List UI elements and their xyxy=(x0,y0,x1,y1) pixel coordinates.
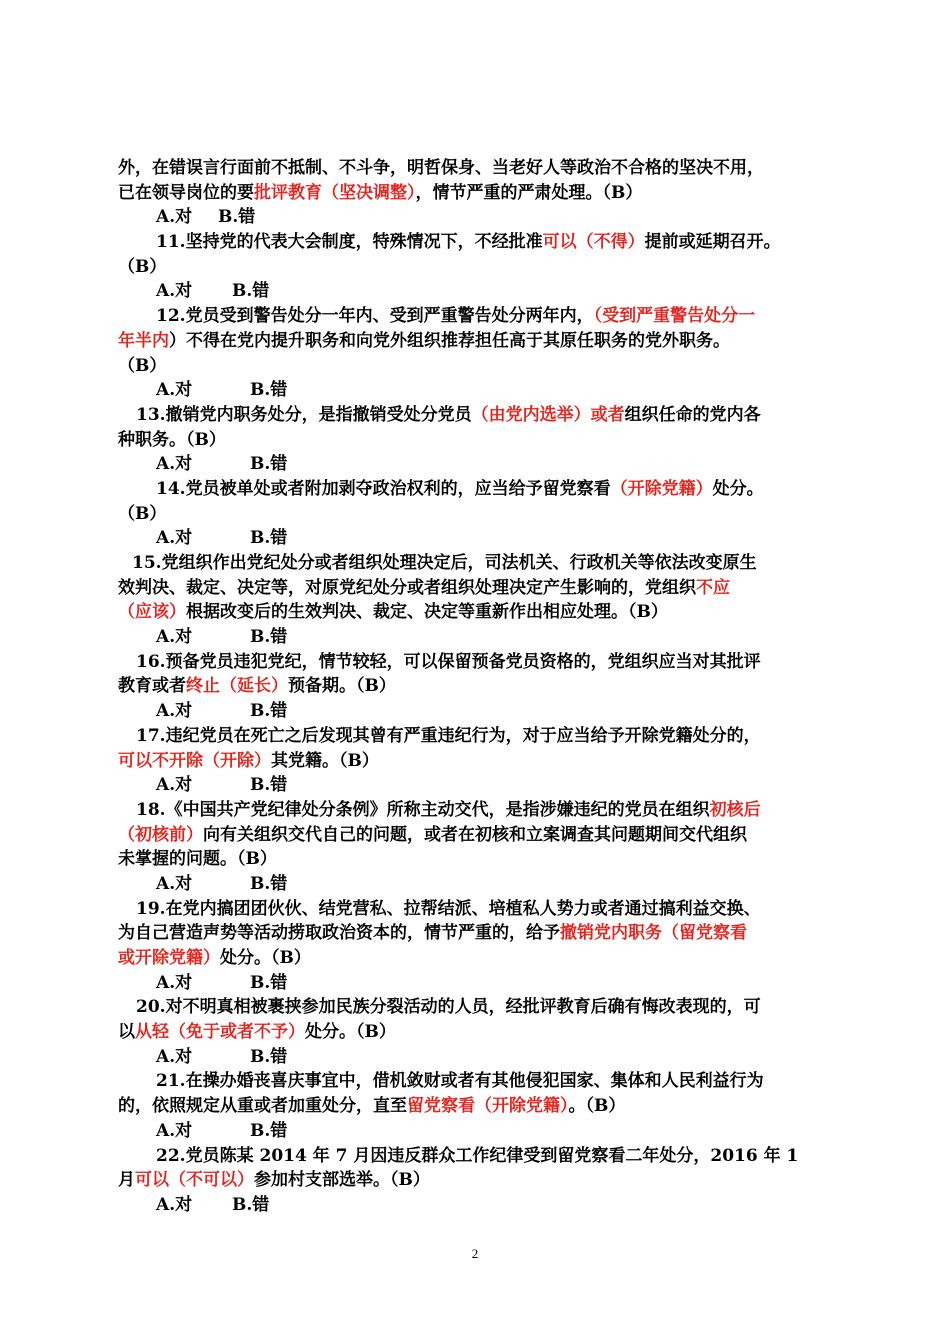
body-text: 的，依照规定从重或者加重处分，直至 xyxy=(118,1096,407,1117)
body-text: ，情节严重的严肃处理。（B） xyxy=(415,182,643,203)
option-b: B.错 xyxy=(218,207,256,228)
text-line xyxy=(118,724,838,749)
text-line xyxy=(118,230,838,255)
answer-options xyxy=(118,773,838,798)
text-line xyxy=(118,551,838,576)
body-text: 19.在党内搞团团伙伙、结党营私、拉帮结派、培植私人势力或者通过搞利益交换、 xyxy=(136,898,761,919)
text-line xyxy=(118,255,838,280)
body-text: 17.违纪党员在死亡之后发现其曾有严重违纪行为，对于应当给予开除党籍处分的， xyxy=(136,725,761,746)
body-text: 已在领导岗位的要 xyxy=(118,182,254,203)
option-b: B.错 xyxy=(250,1120,288,1141)
option-a: A.对 xyxy=(156,380,193,401)
highlighted-text: 可以（不得） xyxy=(542,232,645,253)
highlighted-text: 从轻（免于或者不予） xyxy=(135,1022,305,1043)
text-line xyxy=(118,995,838,1020)
text-line xyxy=(118,600,838,625)
text-line xyxy=(118,329,838,354)
answer-options xyxy=(118,1119,838,1144)
option-a: A.对 xyxy=(156,873,193,894)
highlighted-text: 可以不开除（开除） xyxy=(118,750,271,771)
option-b: B.错 xyxy=(250,380,288,401)
body-text: 为自己营造声势等活动捞取政治资本的，情节严重的，给予 xyxy=(118,923,560,944)
body-text: 未掌握的问题。（B） xyxy=(118,849,277,870)
body-text: 11.坚持党的代表大会制度，特殊情况下，不经批准 xyxy=(156,232,543,253)
answer-options xyxy=(118,971,838,996)
body-text: 预备期。（B） xyxy=(288,676,396,697)
text-line xyxy=(118,798,838,823)
option-b: B.错 xyxy=(250,701,288,722)
highlighted-text: 批评教育（坚决调整） xyxy=(254,182,416,203)
answer-options xyxy=(118,1045,838,1070)
answer-options xyxy=(118,699,838,724)
body-text: 种职务。（B） xyxy=(118,429,226,450)
body-text: 向有关组织交代自己的问题，或者在初核和立案调查其问题期间交代组织 xyxy=(203,824,747,845)
answer-options xyxy=(118,279,838,304)
text-line xyxy=(118,304,838,329)
text-line xyxy=(118,1069,838,1094)
option-a: A.对 xyxy=(156,454,193,475)
answer-options xyxy=(118,205,838,230)
text-line xyxy=(118,428,838,453)
body-text: 参加村支部选举。（B） xyxy=(254,1170,430,1191)
highlighted-text: 终止（延长） xyxy=(186,676,288,697)
body-text: 提前或延期召开。 xyxy=(644,232,781,253)
highlighted-text: 或开除党籍） xyxy=(118,948,220,968)
option-b: B.错 xyxy=(250,1046,288,1067)
option-a: A.对 xyxy=(156,1046,193,1067)
text-line xyxy=(118,403,838,428)
option-b: B.错 xyxy=(250,972,288,993)
body-text: 。（B） xyxy=(568,1096,626,1117)
body-text: 教育或者 xyxy=(118,676,186,697)
body-text: 21.在操办婚丧喜庆事宜中，借机敛财或者有其他侵犯国家、集体和人民利益行为 xyxy=(156,1071,764,1092)
option-a: A.对 xyxy=(156,627,193,648)
body-text: 处分。（B） xyxy=(220,948,311,968)
text-line xyxy=(118,477,838,502)
option-a: A.对 xyxy=(156,972,193,993)
option-a: A.对 xyxy=(156,207,193,228)
text-line xyxy=(118,650,838,675)
text-line xyxy=(118,847,838,872)
text-line xyxy=(118,354,838,379)
text-line xyxy=(118,897,838,922)
text-line xyxy=(118,156,838,181)
answer-options xyxy=(118,452,838,477)
option-a: A.对 xyxy=(156,528,193,549)
answer-options xyxy=(118,1193,838,1218)
option-b: B.错 xyxy=(232,1194,270,1215)
body-text: 13.撤销党内职务处分，是指撤销受处分党员 xyxy=(136,404,472,425)
text-line xyxy=(118,921,838,946)
text-line xyxy=(118,1094,838,1119)
page-number: 2 xyxy=(471,1246,479,1261)
highlighted-text: （应该） xyxy=(118,602,186,623)
text-line xyxy=(118,502,838,527)
body-text: 其党籍。（B） xyxy=(271,750,379,771)
answer-options xyxy=(118,625,838,650)
text-line xyxy=(118,823,838,848)
highlighted-text: 留党察看（开除党籍） xyxy=(407,1096,569,1117)
body-text: 以 xyxy=(118,1022,135,1043)
body-text: 14.党员被单处或者附加剥夺政治权利的，应当给予留党察看 xyxy=(156,478,611,499)
body-text: 20.对不明真相被裹挟参加民族分裂活动的人员，经批评教育后确有悔改表现的，可 xyxy=(136,997,761,1018)
highlighted-text: （由党内选举）或者 xyxy=(471,404,625,425)
text-line xyxy=(118,576,838,601)
body-text: 18.《中国共产党纪律处分条例》所称主动交代，是指涉嫌违纪的党员在组织 xyxy=(136,799,710,820)
highlighted-text: 年半内 xyxy=(118,330,169,351)
option-b: B.错 xyxy=(250,528,288,549)
option-b: B.错 xyxy=(250,454,288,475)
highlighted-text: （开除党籍） xyxy=(610,478,713,499)
highlighted-text: （初核前） xyxy=(118,824,203,845)
text-line xyxy=(118,749,838,774)
answer-options xyxy=(118,378,838,403)
body-text: 效判决、裁定、决定等，对原党纪处分或者组织处理决定产生影响的，党组织 xyxy=(118,577,696,598)
body-text: 16.预备党员违犯党纪，情节较轻，可以保留预备党员资格的，党组织应当对其批评 xyxy=(136,651,761,672)
option-b: B.错 xyxy=(232,281,270,302)
answer-options xyxy=(118,526,838,551)
body-text: ）不得在党内提升职务和向党外组织推荐担任高于其原任职务的党外职务。 xyxy=(169,330,730,351)
text-line xyxy=(118,1144,838,1169)
highlighted-text: 可以（不可以） xyxy=(135,1170,254,1191)
body-text: （B） xyxy=(118,355,167,376)
answer-options xyxy=(118,872,838,897)
body-text: 处分。（B） xyxy=(305,1022,396,1043)
body-text: 外，在错误言行面前不抵制、不斗争，明哲保身、当老好人等政治不合格的坚决不用， xyxy=(118,158,764,178)
question-list xyxy=(118,156,838,1218)
option-a: A.对 xyxy=(156,281,193,302)
body-text: 月 xyxy=(118,1170,135,1191)
option-b: B.错 xyxy=(250,775,288,796)
highlighted-text: （受到严重警告处分一 xyxy=(593,306,756,327)
body-text: 组织任命的党内各 xyxy=(624,404,761,425)
option-a: A.对 xyxy=(156,1120,193,1141)
option-b: B.错 xyxy=(250,627,288,648)
body-text: 12.党员受到警告处分一年内、受到严重警告处分两年内， xyxy=(156,306,594,327)
option-b: B.错 xyxy=(250,873,288,894)
text-line xyxy=(118,1020,838,1045)
text-line xyxy=(118,1168,838,1193)
text-line xyxy=(118,946,838,971)
option-a: A.对 xyxy=(156,701,193,722)
text-line xyxy=(118,674,838,699)
option-a: A.对 xyxy=(156,1194,193,1215)
text-line xyxy=(118,181,838,206)
highlighted-text: 初核后 xyxy=(709,799,761,820)
body-text: 处分。 xyxy=(712,478,764,499)
body-text: 15.党组织作出党纪处分或者组织处理决定后，司法机关、行政机关等依法改变原生 xyxy=(132,553,757,573)
body-text: 22.党员陈某 2014 年 7 月因违反群众工作纪律受到留党察看二年处分，2016 年 1 xyxy=(156,1145,799,1166)
body-text: （B） xyxy=(118,256,167,277)
highlighted-text: 撤销党内职务（留党察看 xyxy=(560,923,747,944)
body-text: 根据改变后的生效判决、裁定、决定等重新作出相应处理。（B） xyxy=(186,602,668,623)
option-a: A.对 xyxy=(156,775,193,796)
body-text: （B） xyxy=(118,503,167,524)
highlighted-text: 不应 xyxy=(696,577,730,598)
